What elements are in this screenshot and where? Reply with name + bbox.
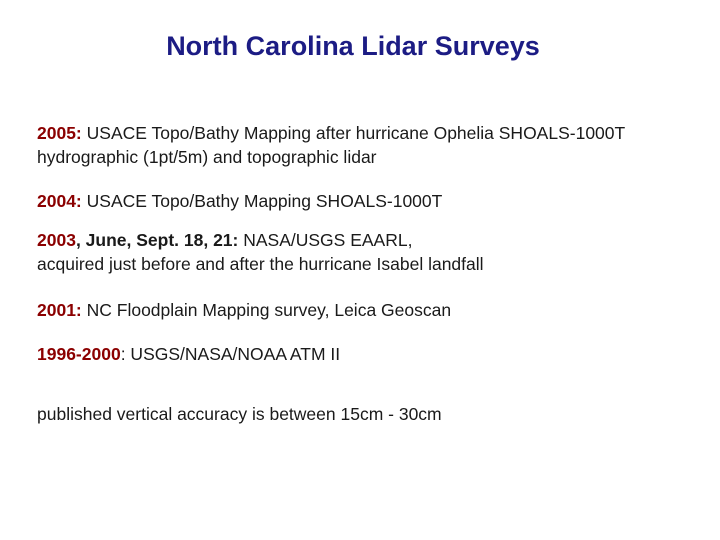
survey-year: 2001: bbox=[37, 300, 82, 320]
survey-year: 2004: bbox=[37, 191, 82, 211]
page-title: North Carolina Lidar Surveys bbox=[166, 31, 540, 61]
survey-description: USACE Topo/Bathy Mapping SHOALS-1000T bbox=[81, 191, 443, 211]
survey-description: NC Floodplain Mapping survey, Leica Geoscan bbox=[81, 300, 452, 320]
survey-year: 1996-2000 bbox=[37, 344, 121, 364]
survey-item-2003 bbox=[37, 228, 677, 276]
survey-description: : USGS/NASA/NOAA ATM II bbox=[120, 344, 341, 364]
survey-description: NASA/USGS EAARL, bbox=[238, 230, 413, 250]
survey-description: USACE Topo/Bathy Mapping after hurricane Ophelia SHOALS-1000T hydrographic (1pt/5m) and topographic lidar bbox=[37, 123, 625, 167]
survey-year: 2003 bbox=[37, 230, 76, 250]
survey-description-line2: acquired just before and after the hurricane Isabel landfall bbox=[37, 254, 484, 274]
accuracy-note: published vertical accuracy is between 15cm - 30cm bbox=[37, 404, 442, 424]
survey-year: 2005: bbox=[37, 123, 82, 143]
survey-item-1996-2000 bbox=[37, 342, 677, 366]
survey-item-2005 bbox=[37, 121, 677, 169]
survey-dates: , June, Sept. 18, 21: bbox=[75, 230, 239, 250]
survey-item-2001 bbox=[37, 298, 677, 322]
survey-item-2004 bbox=[37, 189, 677, 213]
